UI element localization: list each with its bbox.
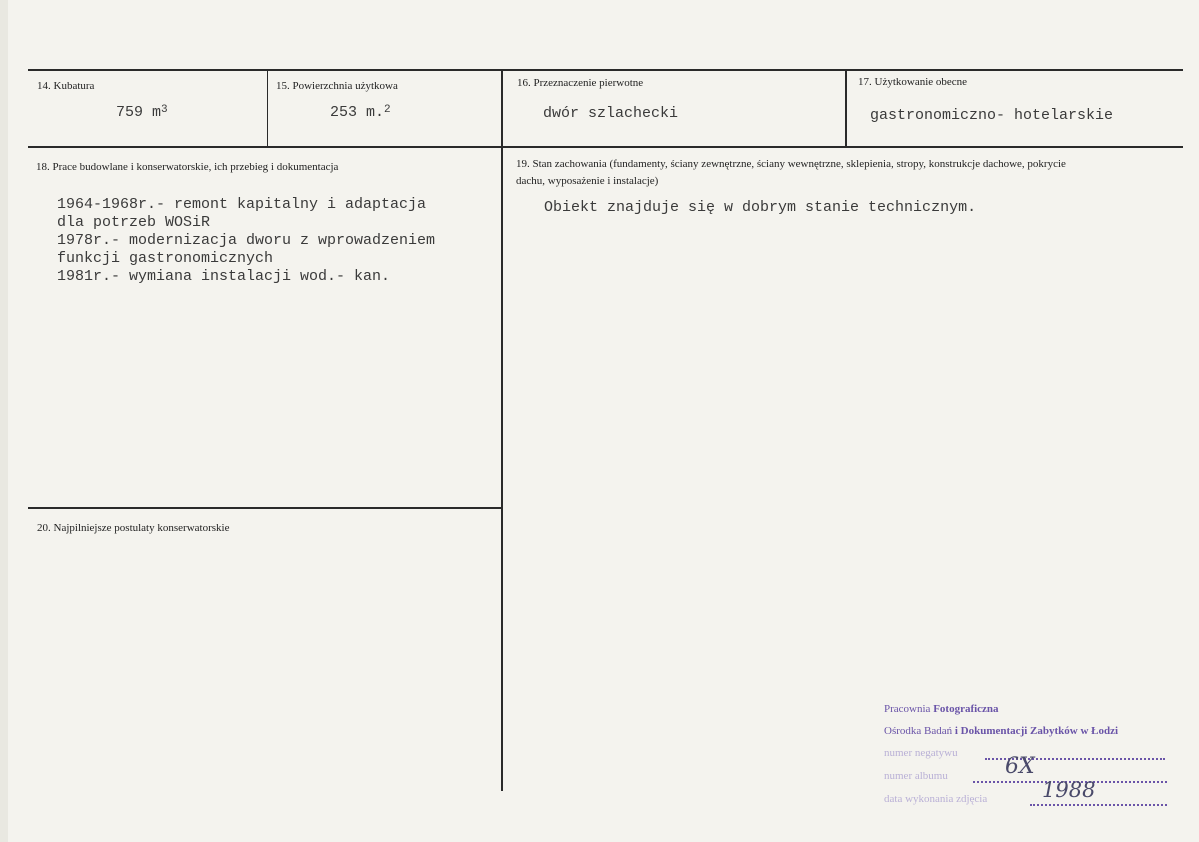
powierzchnia-value: 253 m. [330,104,385,121]
field-17-value: gastronomiczno- hotelarskie [870,107,1114,124]
stamp-osrodka: Ośrodka Badań [884,725,953,737]
kubatura-value: 759 m [116,104,162,121]
stamp-negatyw-label: numer negatywu [884,747,958,759]
photo-date-handwritten: 1988 [1042,778,1096,802]
field-18-label: 18. Prace budowlane i konserwatorskie, ich przebieg i dokumentacja [36,161,339,173]
row1-bottom-rule [28,146,1183,148]
f18-line-4: funkcji gastronomicznych [57,250,274,267]
stamp-date-label [884,793,987,805]
field-19-label: 19. Stan zachowania (fundamenty, ściany zewnętrzne, ściany wewnętrzne, sklepienia, stropy, konstrukcje dachowe, pokrycie dachu, wyposażenie i instalacje) [516,158,1066,187]
f18-line-1: 1964-1968r.- remont kapitalny i adaptacja [57,196,427,213]
field-15-value [330,104,391,121]
field-18-text [57,196,435,286]
f18-line-3: 1978r.- modernizacja dworu z wprowadzeniem [57,232,436,249]
card-edge [0,0,8,842]
field-16-value: dwór szlachecki [543,105,679,122]
f18-line-5: 1981r.- wymiana instalacji wod.- kan. [57,268,391,285]
divider-f14-f15 [267,70,268,147]
stamp-fotograficzna: Fotograficzna [933,703,999,715]
f18-line-2: dla potrzeb WOSiR [57,214,211,231]
field-19-value: Obiekt znajduje się w dobrym stanie technicznym. [544,199,977,216]
stamp-album-label: numer albumu [884,770,948,782]
main-vertical-divider [501,147,503,791]
stamp-date-line [1030,804,1167,806]
stamp-line-2 [884,725,1118,737]
field-14-label: 14. Kubatura [37,80,95,92]
field-17-label: 17. Użytkowanie obecne [858,76,968,88]
powierzchnia-exponent: 2 [384,104,391,116]
stamp-dokumentacji: i Dokumentacji Zabytków w Łodzi [954,725,1119,737]
field-16-label: 16. Przeznaczenie pierwotne [517,77,644,89]
field-20-label: 20. Najpilniejsze postulaty konserwatorskie [37,522,230,534]
stamp-pracownia: Pracownia [884,703,931,715]
album-number-handwritten: 6X [1005,754,1035,779]
kubatura-exponent: 3 [161,104,168,116]
divider-f15-f16 [501,70,503,147]
f18-bottom-rule [28,507,501,509]
top-rule [28,69,1183,71]
stamp-line-1 [884,703,999,715]
stamp-date-text: data wykonania zdjęcia [884,793,988,805]
field-14-value [116,104,168,121]
field-15-label: 15. Powierzchnia użytkowa [276,80,398,92]
divider-f16-f17 [845,70,847,147]
